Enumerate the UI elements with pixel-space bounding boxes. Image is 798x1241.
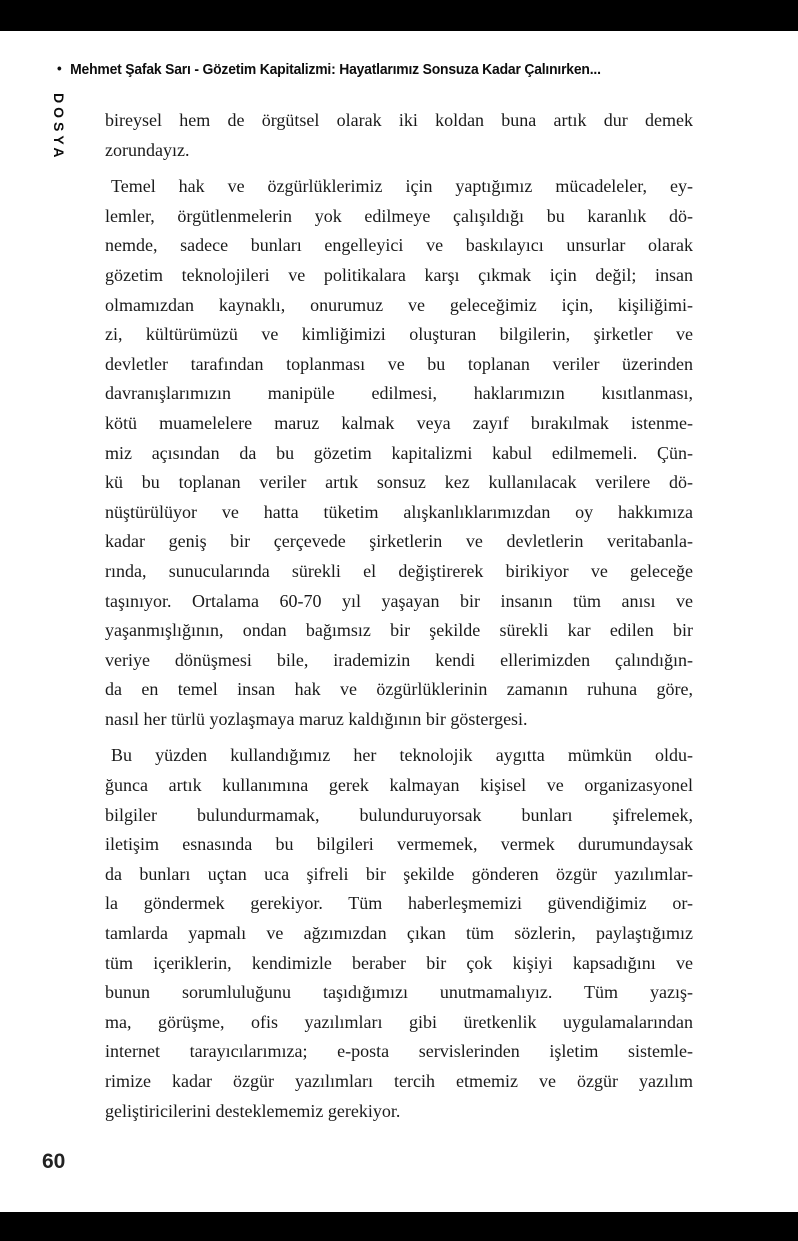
- text-line: kadar geniş bir çerçevede şirketlerin ve devletlerin veritabanla-: [105, 531, 693, 552]
- bullet-icon: •: [57, 60, 62, 76]
- page-number: 60: [42, 1150, 66, 1173]
- text-line: kü bu toplanan veriler artık sonsuz kez kullanılacak verilere dö-: [105, 472, 693, 493]
- text-line: olmamızdan kaynaklı, onurumuz ve geleceğimiz için, kişiliğimi-: [105, 294, 693, 315]
- text-line: Bu yüzden kullandığımız her teknolojik aygıtta mümkün oldu-: [111, 745, 693, 766]
- text-line: zorundayız.: [105, 139, 190, 160]
- text-line: la göndermek gerekiyor. Tüm haberleşmemizi güvendiğimiz or-: [105, 893, 693, 914]
- text-line: da en temel insan hak ve özgürlüklerinin zamanın ruhuna göre,: [105, 679, 693, 700]
- bottom-bar: [0, 1212, 798, 1241]
- text-line: taşınıyor. Ortalama 60-70 yıl yaşayan bir insanın tüm anısı ve: [105, 590, 693, 611]
- top-bar: [0, 0, 798, 31]
- text-line: bunun sorumluluğunu taşıdığımızı unutmamalıyız. Tüm yazış-: [105, 982, 693, 1003]
- text-line: zi, kültürümüzü ve kimliğimizi oluşturan bilgilerin, şirketler ve: [105, 324, 693, 345]
- text-line: devletler tarafından toplanması ve bu toplanan veriler üzerinden: [105, 353, 693, 374]
- text-line: tüm içeriklerin, kendimizle beraber bir çok kişiyi kapsadığını ve: [105, 952, 693, 973]
- text-line: miz açısından da bu gözetim kapitalizmi kabul edilmemeli. Çün-: [105, 442, 693, 463]
- text-line: lemler, örgütlenmelerin yok edilmeye çalışıldığı bu karanlık dö-: [105, 205, 693, 226]
- text-line: tamlarda yapmalı ve ağzımızdan çıkan tüm sözlerin, paylaştığımız: [105, 923, 693, 944]
- text-line: Temel hak ve özgürlüklerimiz için yaptığımız mücadeleler, ey-: [111, 176, 693, 197]
- body-text: [105, 106, 693, 1133]
- text-line: rında, sunucularında sürekli el değiştirerek birikiyor ve geleceğe: [105, 560, 693, 581]
- text-line: nüştürülüyor ve hatta tüketim alışkanlıklarımızdan oy hakkımıza: [105, 501, 693, 522]
- text-line: ğunca artık kullanımına gerek kalmayan kişisel ve organizasyonel: [105, 775, 693, 796]
- header-author: Mehmet Şafak Sarı -: [70, 62, 203, 78]
- text-line: gözetim teknolojileri ve politikalara karşı çıkmak için değil; insan: [105, 264, 693, 285]
- text-line: bilgiler bulundurmamak, bulunduruyorsak bunları şifrelemek,: [105, 804, 693, 825]
- text-line: geliştiricilerini desteklememiz gerekiyor.: [105, 1100, 401, 1121]
- text-line: davranışlarımızın manipüle edilmesi, haklarımızın kısıtlanması,: [105, 383, 693, 404]
- text-line: nasıl her türlü yozlaşmaya maruz kaldığının bir göstergesi.: [105, 708, 528, 729]
- text-line: iletişim esnasında bu bilgileri vermemek, vermek durumundaysak: [105, 834, 693, 855]
- text-line: kötü muamelelere maruz kalmak veya zayıf bırakılmak istenme-: [105, 412, 693, 433]
- paragraph: [105, 741, 693, 1126]
- paragraph: [105, 106, 693, 165]
- header-title: Gözetim Kapitalizmi: Hayatlarımız Sonsuza Kadar Çalınırken...: [202, 62, 601, 78]
- text-line: nemde, sadece bunları engelleyici ve baskılayıcı unsurlar olarak: [105, 235, 693, 256]
- text-line: rimize kadar özgür yazılımları tercih etmemiz ve özgür yazılım: [105, 1071, 693, 1091]
- text-line: da bunları uçtan uca şifreli bir şekilde gönderen özgür yazılımlar-: [105, 863, 693, 884]
- section-label-dosya: DOSYA: [51, 93, 67, 162]
- text-line: ma, görüşme, ofis yazılımları gibi üretkenlik uygulamalarından: [105, 1011, 693, 1032]
- text-line: internet tarayıcılarımıza; e-posta servislerinden işletim sistemle-: [105, 1041, 693, 1062]
- text-line: bireysel hem de örgütsel olarak iki koldan buna artık dur demek: [105, 110, 693, 130]
- text-line: veriye dönüşmesi bile, irademizin kendi ellerimizden çalındığın-: [105, 649, 693, 670]
- text-line: yaşanmışlığının, ondan bağımsız bir şekilde sürekli kar edilen bir: [105, 620, 693, 641]
- paragraph: [105, 172, 693, 734]
- running-header: [57, 61, 601, 78]
